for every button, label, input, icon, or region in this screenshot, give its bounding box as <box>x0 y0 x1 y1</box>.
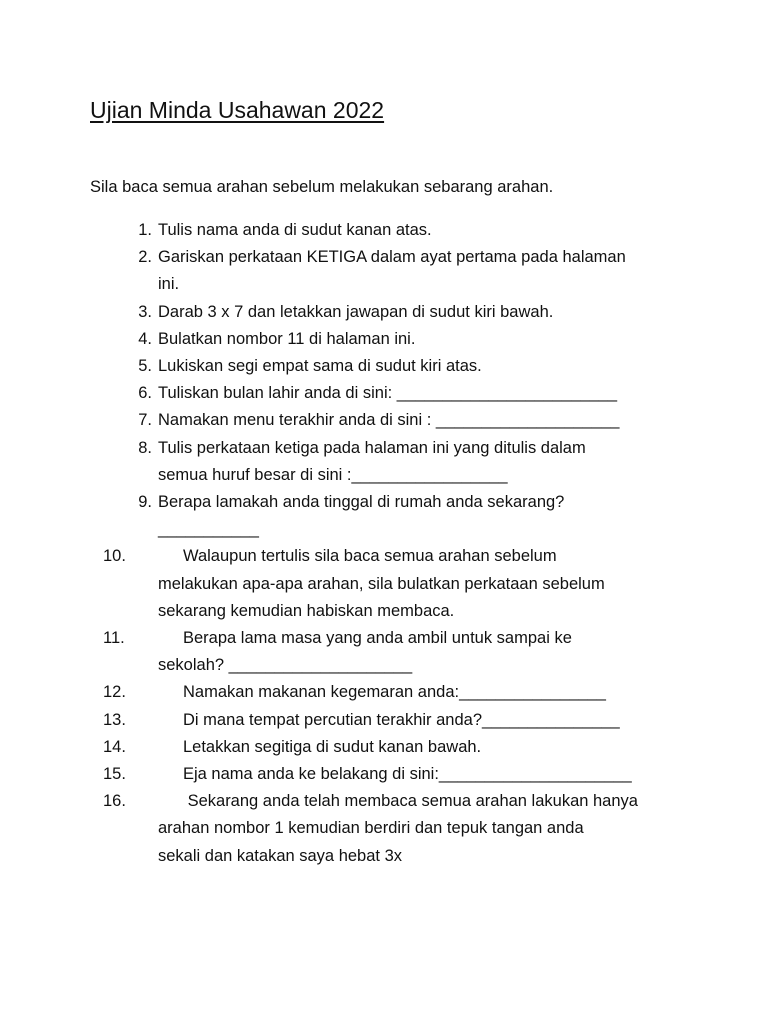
item-number: 4. <box>138 329 152 348</box>
item-number: 12. <box>103 683 126 702</box>
list-item <box>90 380 690 407</box>
item-text-line: sekolah? ____________________ <box>158 656 413 675</box>
list-item <box>90 679 690 706</box>
list-item <box>90 489 690 543</box>
list-item <box>90 761 690 788</box>
item-text-line: Berapa lamakah anda tinggal di rumah anda sekarang? <box>158 493 565 512</box>
list-item <box>90 435 690 489</box>
item-text-line: Eja nama anda ke belakang di sini:_____________________ <box>183 765 632 784</box>
item-number: 11. <box>103 629 125 648</box>
item-text-line: melakukan apa-apa arahan, sila bulatkan perkataan sebelum <box>158 574 605 593</box>
item-text-line: Walaupun tertulis sila baca semua arahan sebelum <box>183 547 557 566</box>
item-number: 7. <box>138 411 152 430</box>
item-text-line: Sekarang anda telah membaca semua arahan lakukan hanya <box>183 792 638 811</box>
item-text-line: Lukiskan segi empat sama di sudut kiri atas. <box>158 357 482 376</box>
item-text-line: Tulis nama anda di sudut kanan atas. <box>158 221 432 239</box>
item-text-line: Darab 3 x 7 dan letakkan jawapan di sudut kiri bawah. <box>158 302 554 321</box>
item-text-line: ini. <box>158 275 180 294</box>
item-text-line: Gariskan perkataan KETIGA dalam ayat pertama pada halaman <box>158 248 626 267</box>
instruction-list <box>90 217 690 870</box>
item-number: 3. <box>138 302 152 321</box>
item-text-line: Berapa lama masa yang anda ambil untuk sampai ke <box>183 629 572 648</box>
item-text-line: Tulis perkataan ketiga pada halaman ini yang ditulis dalam <box>158 438 586 457</box>
intro-text: Sila baca semua arahan sebelum melakukan sebarang arahan. <box>90 178 554 196</box>
item-number: 13. <box>103 710 126 729</box>
item-text-line: sekarang kemudian habiskan membaca. <box>158 601 455 620</box>
list-item <box>90 788 690 870</box>
list-item <box>90 244 690 298</box>
list-item <box>90 407 690 434</box>
item-number: 1. <box>138 221 152 239</box>
item-text-line: arahan nombor 1 kemudian berdiri dan tepuk tangan anda <box>158 819 584 838</box>
item-text-line: Tuliskan bulan lahir anda di sini: ________________________ <box>158 384 618 403</box>
item-number: 10. <box>103 547 126 566</box>
list-item <box>90 543 690 625</box>
item-number: 16. <box>103 792 126 811</box>
item-text-line: semua huruf besar di sini :_________________ <box>158 465 508 484</box>
item-text-line: Namakan menu terakhir anda di sini : ____________________ <box>158 411 620 430</box>
item-number: 5. <box>138 357 152 376</box>
item-text-line: sekali dan katakan saya hebat 3x <box>158 846 402 865</box>
item-text-line: Di mana tempat percutian terakhir anda?_______________ <box>183 710 620 729</box>
list-item <box>90 734 690 761</box>
item-number: 9. <box>138 493 152 512</box>
item-text-line: Bulatkan nombor 11 di halaman ini. <box>158 329 416 348</box>
item-text-line: ___________ <box>158 520 259 539</box>
item-number: 2. <box>138 248 152 267</box>
item-text-line: Namakan makanan kegemaran anda:________________ <box>183 683 606 702</box>
list-item <box>90 353 690 380</box>
item-number: 6. <box>138 384 152 403</box>
item-number: 8. <box>138 438 152 457</box>
item-number: 15. <box>103 765 126 784</box>
item-text-line: Letakkan segitiga di sudut kanan bawah. <box>183 737 482 756</box>
list-item <box>90 326 690 353</box>
list-item <box>90 625 690 679</box>
list-item <box>90 299 690 326</box>
document-title: Ujian Minda Usahawan 2022 <box>90 97 385 123</box>
list-item <box>90 217 690 244</box>
list-item <box>90 707 690 734</box>
item-number: 14. <box>103 737 126 756</box>
